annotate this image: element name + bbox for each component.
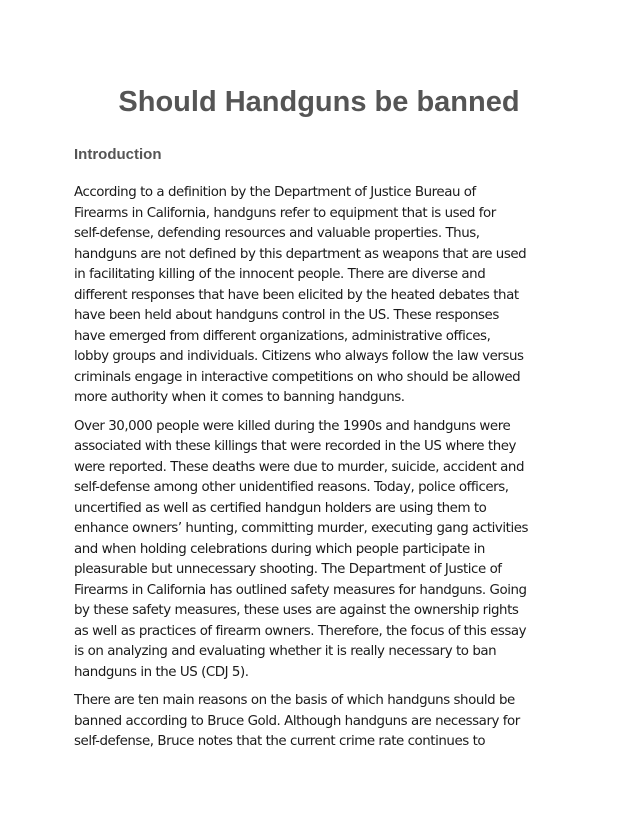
paragraph	[74, 691, 568, 753]
paragraph-line: Over 30,000 people were killed during the 1990s and handguns were	[74, 418, 511, 434]
paragraph-line: According to a definition by the Department of Justice Bureau of	[74, 185, 476, 200]
paragraph-line: as well as practices of firearm owners. Therefore, the focus of this essay	[74, 623, 527, 639]
paragraph	[74, 183, 568, 409]
paragraph-line: is on analyzing and evaluating whether it is really necessary to ban	[74, 644, 497, 659]
paragraph-line: Firearms in California, handguns refer to equipment that is used for	[74, 205, 496, 221]
paragraph-line: lobby groups and individuals. Citizens who always follow the law versus	[74, 349, 524, 364]
body-text	[74, 183, 568, 761]
paragraph-line: and when holding celebrations during which people participate in	[74, 541, 485, 557]
paragraph-line: associated with these killings that were recorded in the US where they	[74, 439, 517, 454]
paragraph-line: pleasurable but unnecessary shooting. The Department of Justice of	[74, 562, 502, 577]
paragraph-line: different responses that have been elicited by the heated debates that	[74, 287, 519, 303]
paragraph	[74, 417, 568, 684]
paragraph-line: enhance owners’ hunting, committing murder, executing gang activities	[74, 521, 529, 536]
paragraph-line: criminals engage in interactive competitions on who should be allowed	[74, 369, 521, 385]
paragraph-line: have been held about handguns control in the US. These responses	[74, 308, 499, 323]
paragraph-line: uncertified as well as certified handgun holders are using them to	[74, 500, 487, 516]
paragraph-line: by these safety measures, these uses are against the ownership rights	[74, 603, 519, 618]
document-title: Should Handguns be banned	[118, 86, 520, 118]
paragraph-line: have emerged from different organizations, administrative offices,	[74, 328, 491, 344]
paragraph-line: self-defense, defending resources and valuable properties. Thus,	[74, 226, 480, 241]
paragraph-line: self-defense among other unidentified reasons. Today, police officers,	[74, 480, 509, 495]
paragraph-line: handguns are not defined by this department as weapons that are used	[74, 246, 527, 262]
paragraph-line: were reported. These deaths were due to murder, suicide, accident and	[74, 459, 525, 475]
paragraph-line: banned according to Bruce Gold. Although handguns are necessary for	[74, 713, 520, 729]
paragraph-line: more authority when it comes to banning handguns.	[74, 390, 405, 405]
paragraph-line: There are ten main reasons on the basis of which handguns should be	[74, 693, 515, 708]
paragraph-line: handguns in the US (CDJ 5).	[74, 664, 249, 680]
paragraph-line: self-defense, Bruce notes that the current crime rate continues to	[74, 734, 486, 749]
paragraph-line: Firearms in California has outlined safety measures for handguns. Going	[74, 582, 527, 598]
paragraph-line: in facilitating killing of the innocent people. There are diverse and	[74, 267, 486, 282]
section-heading-introduction: Introduction	[74, 146, 162, 163]
